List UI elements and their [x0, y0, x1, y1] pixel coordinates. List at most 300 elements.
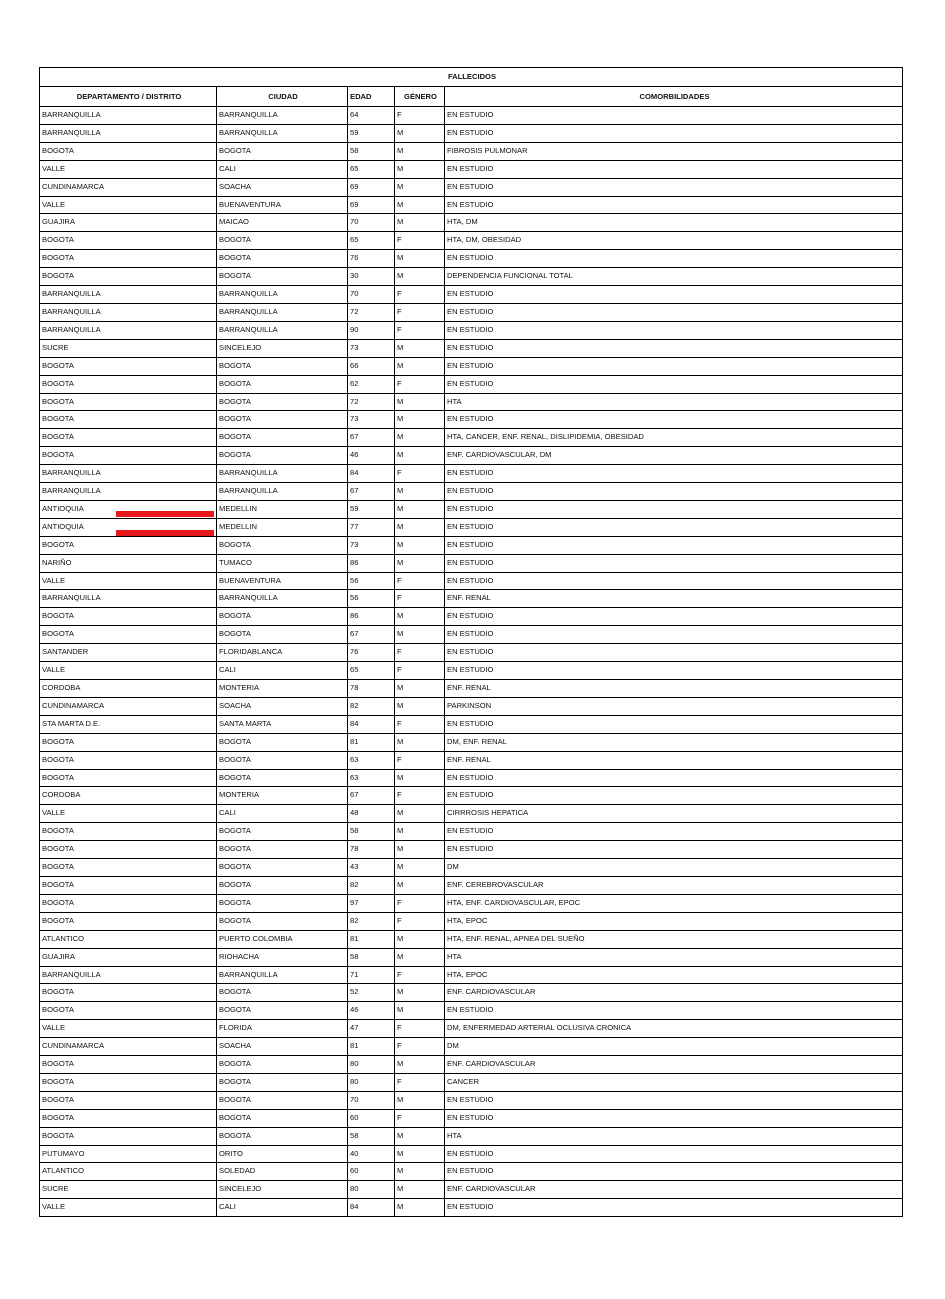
- departamento-cell: BOGOTA: [40, 876, 217, 894]
- ciudad-cell: BOGOTA: [217, 626, 348, 644]
- edad-cell: 80: [348, 1181, 395, 1199]
- comorbilidades-cell: HTA, CANCER, ENF. RENAL, DISLIPIDEMIA, OBESIDAD: [445, 429, 903, 447]
- ciudad-cell: RIOHACHA: [217, 948, 348, 966]
- departamento-cell: BOGOTA: [40, 1002, 217, 1020]
- ciudad-cell: BOGOTA: [217, 411, 348, 429]
- edad-cell: 56: [348, 590, 395, 608]
- departamento-cell: GUAJIRA: [40, 948, 217, 966]
- edad-cell: 69: [348, 196, 395, 214]
- departamento-cell: BOGOTA: [40, 984, 217, 1002]
- edad-cell: 65: [348, 160, 395, 178]
- departamento-cell: BOGOTA: [40, 751, 217, 769]
- header-ciudad: CIUDAD: [217, 87, 348, 107]
- ciudad-cell: BARRANQUILLA: [217, 966, 348, 984]
- ciudad-cell: PUERTO COLOMBIA: [217, 930, 348, 948]
- ciudad-cell: BOGOTA: [217, 447, 348, 465]
- table-row: [40, 321, 903, 339]
- comorbilidades-cell: FIBROSIS PULMONAR: [445, 142, 903, 160]
- ciudad-cell: BARRANQUILLA: [217, 465, 348, 483]
- genero-cell: M: [395, 124, 445, 142]
- comorbilidades-cell: EN ESTUDIO: [445, 715, 903, 733]
- comorbilidades-cell: ENF. RENAL: [445, 751, 903, 769]
- departamento-cell: CORDOBA: [40, 787, 217, 805]
- table-row: [40, 268, 903, 286]
- ciudad-cell: BOGOTA: [217, 393, 348, 411]
- departamento-cell: ANTIOQUIA: [40, 500, 217, 518]
- genero-cell: M: [395, 805, 445, 823]
- departamento-cell: BOGOTA: [40, 1056, 217, 1074]
- genero-cell: F: [395, 912, 445, 930]
- comorbilidades-cell: EN ESTUDIO: [445, 483, 903, 501]
- table-row: [40, 1127, 903, 1145]
- genero-cell: F: [395, 572, 445, 590]
- table-row: [40, 1073, 903, 1091]
- comorbilidades-cell: HTA, DM, OBESIDAD: [445, 232, 903, 250]
- comorbilidades-cell: CIRRROSIS HEPATICA: [445, 805, 903, 823]
- comorbilidades-cell: EN ESTUDIO: [445, 662, 903, 680]
- ciudad-cell: BOGOTA: [217, 1056, 348, 1074]
- redaction-bar: [116, 511, 214, 517]
- ciudad-cell: BOGOTA: [217, 1109, 348, 1127]
- genero-cell: M: [395, 680, 445, 698]
- table-row: [40, 1091, 903, 1109]
- genero-cell: F: [395, 375, 445, 393]
- edad-cell: 40: [348, 1145, 395, 1163]
- edad-cell: 72: [348, 393, 395, 411]
- ciudad-cell: SOACHA: [217, 178, 348, 196]
- table-row: [40, 930, 903, 948]
- ciudad-cell: SOLEDAD: [217, 1163, 348, 1181]
- genero-cell: F: [395, 1038, 445, 1056]
- edad-cell: 59: [348, 124, 395, 142]
- comorbilidades-cell: HTA, ENF. CARDIOVASCULAR, EPOC: [445, 894, 903, 912]
- genero-cell: F: [395, 894, 445, 912]
- table-body: [40, 107, 903, 1217]
- comorbilidades-cell: EN ESTUDIO: [445, 465, 903, 483]
- edad-cell: 46: [348, 1002, 395, 1020]
- edad-cell: 43: [348, 859, 395, 877]
- genero-cell: F: [395, 232, 445, 250]
- comorbilidades-cell: EN ESTUDIO: [445, 626, 903, 644]
- table-row: [40, 1056, 903, 1074]
- ciudad-cell: FLORIDA: [217, 1020, 348, 1038]
- comorbilidades-cell: EN ESTUDIO: [445, 339, 903, 357]
- edad-cell: 67: [348, 483, 395, 501]
- table-row: [40, 697, 903, 715]
- genero-cell: M: [395, 142, 445, 160]
- comorbilidades-cell: HTA, EPOC: [445, 912, 903, 930]
- ciudad-cell: MEDELLIN: [217, 500, 348, 518]
- table-row: [40, 303, 903, 321]
- genero-cell: M: [395, 250, 445, 268]
- table-row: [40, 966, 903, 984]
- comorbilidades-cell: EN ESTUDIO: [445, 375, 903, 393]
- edad-cell: 84: [348, 465, 395, 483]
- departamento-cell: NARIÑO: [40, 554, 217, 572]
- table-row: [40, 339, 903, 357]
- comorbilidades-cell: DM: [445, 1038, 903, 1056]
- table-row: [40, 232, 903, 250]
- departamento-cell: BOGOTA: [40, 232, 217, 250]
- ciudad-cell: FLORIDABLANCA: [217, 644, 348, 662]
- table-row: [40, 447, 903, 465]
- comorbilidades-cell: ENF. RENAL: [445, 590, 903, 608]
- departamento-cell: VALLE: [40, 160, 217, 178]
- ciudad-cell: BOGOTA: [217, 859, 348, 877]
- departamento-cell: ATLANTICO: [40, 930, 217, 948]
- comorbilidades-cell: EN ESTUDIO: [445, 769, 903, 787]
- genero-cell: M: [395, 483, 445, 501]
- departamento-cell: SUCRE: [40, 339, 217, 357]
- ciudad-cell: BOGOTA: [217, 841, 348, 859]
- ciudad-cell: BOGOTA: [217, 823, 348, 841]
- comorbilidades-cell: EN ESTUDIO: [445, 286, 903, 304]
- table-row: [40, 751, 903, 769]
- header-departamento: DEPARTAMENTO / DISTRITO: [40, 87, 217, 107]
- edad-cell: 72: [348, 303, 395, 321]
- departamento-cell: VALLE: [40, 572, 217, 590]
- edad-cell: 70: [348, 1091, 395, 1109]
- edad-cell: 65: [348, 662, 395, 680]
- genero-cell: M: [395, 339, 445, 357]
- comorbilidades-cell: ENF. CARDIOVASCULAR: [445, 1056, 903, 1074]
- ciudad-cell: BOGOTA: [217, 429, 348, 447]
- table-row: [40, 733, 903, 751]
- ciudad-cell: BARRANQUILLA: [217, 590, 348, 608]
- table-row: [40, 572, 903, 590]
- comorbilidades-cell: EN ESTUDIO: [445, 608, 903, 626]
- genero-cell: M: [395, 859, 445, 877]
- table-row: [40, 357, 903, 375]
- ciudad-cell: BOGOTA: [217, 357, 348, 375]
- edad-cell: 80: [348, 1056, 395, 1074]
- departamento-cell: VALLE: [40, 1199, 217, 1217]
- ciudad-cell: MEDELLIN: [217, 518, 348, 536]
- table-row: [40, 393, 903, 411]
- departamento-cell: VALLE: [40, 805, 217, 823]
- edad-cell: 58: [348, 823, 395, 841]
- comorbilidades-cell: EN ESTUDIO: [445, 1163, 903, 1181]
- departamento-cell: CUNDINAMARCA: [40, 1038, 217, 1056]
- edad-cell: 52: [348, 984, 395, 1002]
- ciudad-cell: BOGOTA: [217, 1127, 348, 1145]
- ciudad-cell: BOGOTA: [217, 733, 348, 751]
- genero-cell: M: [395, 769, 445, 787]
- table-row: [40, 1199, 903, 1217]
- ciudad-cell: MAICAO: [217, 214, 348, 232]
- ciudad-cell: BOGOTA: [217, 608, 348, 626]
- table-row: [40, 554, 903, 572]
- comorbilidades-cell: EN ESTUDIO: [445, 321, 903, 339]
- departamento-cell: BOGOTA: [40, 912, 217, 930]
- ciudad-cell: BOGOTA: [217, 751, 348, 769]
- departamento-cell: BOGOTA: [40, 393, 217, 411]
- edad-cell: 71: [348, 966, 395, 984]
- genero-cell: M: [395, 554, 445, 572]
- edad-cell: 70: [348, 214, 395, 232]
- ciudad-cell: BOGOTA: [217, 984, 348, 1002]
- ciudad-cell: BOGOTA: [217, 894, 348, 912]
- table-row: [40, 912, 903, 930]
- edad-cell: 84: [348, 1199, 395, 1217]
- table-title-row: [40, 68, 903, 87]
- table-row: [40, 590, 903, 608]
- departamento-cell: BOGOTA: [40, 769, 217, 787]
- departamento-cell: BARRANQUILLA: [40, 321, 217, 339]
- departamento-cell: GUAJIRA: [40, 214, 217, 232]
- departamento-cell: BOGOTA: [40, 536, 217, 554]
- table-row: [40, 715, 903, 733]
- ciudad-cell: SOACHA: [217, 697, 348, 715]
- table-row: [40, 1020, 903, 1038]
- genero-cell: M: [395, 1056, 445, 1074]
- table-row: [40, 769, 903, 787]
- genero-cell: M: [395, 196, 445, 214]
- ciudad-cell: BARRANQUILLA: [217, 303, 348, 321]
- genero-cell: F: [395, 751, 445, 769]
- ciudad-cell: BARRANQUILLA: [217, 483, 348, 501]
- table-row: [40, 859, 903, 877]
- comorbilidades-cell: HTA, ENF. RENAL, APNEA DEL SUEÑO: [445, 930, 903, 948]
- edad-cell: 67: [348, 787, 395, 805]
- departamento-cell: BOGOTA: [40, 411, 217, 429]
- table-row: [40, 680, 903, 698]
- comorbilidades-cell: EN ESTUDIO: [445, 572, 903, 590]
- ciudad-cell: ORITO: [217, 1145, 348, 1163]
- genero-cell: M: [395, 948, 445, 966]
- comorbilidades-cell: HTA: [445, 948, 903, 966]
- departamento-cell: BARRANQUILLA: [40, 966, 217, 984]
- genero-cell: M: [395, 697, 445, 715]
- edad-cell: 82: [348, 912, 395, 930]
- genero-cell: M: [395, 608, 445, 626]
- ciudad-cell: BOGOTA: [217, 250, 348, 268]
- table-row: [40, 250, 903, 268]
- table-row: [40, 626, 903, 644]
- table-row: [40, 644, 903, 662]
- table-row: [40, 787, 903, 805]
- genero-cell: M: [395, 447, 445, 465]
- edad-cell: 59: [348, 500, 395, 518]
- edad-cell: 73: [348, 339, 395, 357]
- edad-cell: 58: [348, 948, 395, 966]
- departamento-cell: BOGOTA: [40, 841, 217, 859]
- departamento-cell: ANTIOQUIA: [40, 518, 217, 536]
- genero-cell: M: [395, 1163, 445, 1181]
- ciudad-cell: BOGOTA: [217, 536, 348, 554]
- edad-cell: 81: [348, 930, 395, 948]
- departamento-cell: CORDOBA: [40, 680, 217, 698]
- genero-cell: F: [395, 715, 445, 733]
- comorbilidades-cell: CANCER: [445, 1073, 903, 1091]
- edad-cell: 56: [348, 572, 395, 590]
- genero-cell: F: [395, 590, 445, 608]
- comorbilidades-cell: EN ESTUDIO: [445, 303, 903, 321]
- departamento-cell: BOGOTA: [40, 357, 217, 375]
- comorbilidades-cell: EN ESTUDIO: [445, 1199, 903, 1217]
- departamento-cell: ATLANTICO: [40, 1163, 217, 1181]
- table-row: [40, 465, 903, 483]
- edad-cell: 80: [348, 1073, 395, 1091]
- comorbilidades-cell: EN ESTUDIO: [445, 160, 903, 178]
- edad-cell: 73: [348, 536, 395, 554]
- table-row: [40, 1109, 903, 1127]
- genero-cell: F: [395, 321, 445, 339]
- ciudad-cell: BOGOTA: [217, 1091, 348, 1109]
- departamento-cell: BOGOTA: [40, 1073, 217, 1091]
- comorbilidades-cell: ENF. RENAL: [445, 680, 903, 698]
- edad-cell: 76: [348, 250, 395, 268]
- genero-cell: F: [395, 662, 445, 680]
- ciudad-cell: CALI: [217, 160, 348, 178]
- genero-cell: M: [395, 823, 445, 841]
- genero-cell: M: [395, 411, 445, 429]
- table-row: [40, 286, 903, 304]
- genero-cell: M: [395, 178, 445, 196]
- departamento-cell: BARRANQUILLA: [40, 483, 217, 501]
- ciudad-cell: BOGOTA: [217, 1073, 348, 1091]
- table-row: [40, 1145, 903, 1163]
- edad-cell: 47: [348, 1020, 395, 1038]
- genero-cell: M: [395, 1091, 445, 1109]
- comorbilidades-cell: EN ESTUDIO: [445, 1002, 903, 1020]
- ciudad-cell: BOGOTA: [217, 912, 348, 930]
- edad-cell: 62: [348, 375, 395, 393]
- edad-cell: 58: [348, 142, 395, 160]
- genero-cell: M: [395, 268, 445, 286]
- genero-cell: M: [395, 876, 445, 894]
- ciudad-cell: SOACHA: [217, 1038, 348, 1056]
- comorbilidades-cell: DEPENDENCIA FUNCIONAL TOTAL: [445, 268, 903, 286]
- genero-cell: M: [395, 357, 445, 375]
- edad-cell: 63: [348, 769, 395, 787]
- comorbilidades-cell: EN ESTUDIO: [445, 536, 903, 554]
- ciudad-cell: BARRANQUILLA: [217, 107, 348, 125]
- edad-cell: 58: [348, 1127, 395, 1145]
- ciudad-cell: CALI: [217, 1199, 348, 1217]
- departamento-cell: BARRANQUILLA: [40, 286, 217, 304]
- comorbilidades-cell: PARKINSON: [445, 697, 903, 715]
- genero-cell: F: [395, 1109, 445, 1127]
- comorbilidades-cell: HTA: [445, 1127, 903, 1145]
- fallecidos-table: [39, 67, 903, 1217]
- ciudad-cell: BOGOTA: [217, 1002, 348, 1020]
- edad-cell: 69: [348, 178, 395, 196]
- table-row: [40, 894, 903, 912]
- table-row: [40, 178, 903, 196]
- departamento-cell: STA MARTA D.E.: [40, 715, 217, 733]
- departamento-cell: VALLE: [40, 196, 217, 214]
- departamento-cell: BOGOTA: [40, 626, 217, 644]
- ciudad-cell: SANTA MARTA: [217, 715, 348, 733]
- comorbilidades-cell: EN ESTUDIO: [445, 518, 903, 536]
- edad-cell: 60: [348, 1109, 395, 1127]
- departamento-cell: VALLE: [40, 1020, 217, 1038]
- comorbilidades-cell: EN ESTUDIO: [445, 644, 903, 662]
- departamento-cell: BOGOTA: [40, 1127, 217, 1145]
- comorbilidades-cell: DM, ENF. RENAL: [445, 733, 903, 751]
- table-row: [40, 160, 903, 178]
- table-header-row: [40, 87, 903, 107]
- table-row: [40, 411, 903, 429]
- table-row: [40, 948, 903, 966]
- comorbilidades-cell: ENF. CARDIOVASCULAR: [445, 1181, 903, 1199]
- departamento-cell: BOGOTA: [40, 142, 217, 160]
- genero-cell: M: [395, 841, 445, 859]
- header-edad: EDAD: [348, 87, 395, 107]
- table-row: [40, 196, 903, 214]
- departamento-cell: BOGOTA: [40, 447, 217, 465]
- genero-cell: M: [395, 984, 445, 1002]
- departamento-cell: BOGOTA: [40, 1109, 217, 1127]
- departamento-cell: PUTUMAYO: [40, 1145, 217, 1163]
- edad-cell: 86: [348, 608, 395, 626]
- comorbilidades-cell: EN ESTUDIO: [445, 250, 903, 268]
- genero-cell: M: [395, 214, 445, 232]
- table-row: [40, 429, 903, 447]
- comorbilidades-cell: HTA, EPOC: [445, 966, 903, 984]
- table-row: [40, 483, 903, 501]
- departamento-cell: BOGOTA: [40, 608, 217, 626]
- edad-cell: 78: [348, 841, 395, 859]
- comorbilidades-cell: EN ESTUDIO: [445, 787, 903, 805]
- ciudad-cell: BOGOTA: [217, 876, 348, 894]
- edad-cell: 90: [348, 321, 395, 339]
- table-row: [40, 805, 903, 823]
- edad-cell: 81: [348, 733, 395, 751]
- table-row: [40, 1038, 903, 1056]
- comorbilidades-cell: HTA: [445, 393, 903, 411]
- genero-cell: M: [395, 536, 445, 554]
- departamento-cell: BOGOTA: [40, 268, 217, 286]
- ciudad-cell: BARRANQUILLA: [217, 286, 348, 304]
- departamento-cell: BOGOTA: [40, 429, 217, 447]
- genero-cell: M: [395, 1199, 445, 1217]
- comorbilidades-cell: EN ESTUDIO: [445, 196, 903, 214]
- edad-cell: 63: [348, 751, 395, 769]
- table-row: [40, 662, 903, 680]
- departamento-cell: VALLE: [40, 662, 217, 680]
- genero-cell: M: [395, 930, 445, 948]
- comorbilidades-cell: HTA, DM: [445, 214, 903, 232]
- departamento-cell: BOGOTA: [40, 823, 217, 841]
- edad-cell: 82: [348, 876, 395, 894]
- edad-cell: 60: [348, 1163, 395, 1181]
- genero-cell: M: [395, 1181, 445, 1199]
- ciudad-cell: BOGOTA: [217, 375, 348, 393]
- ciudad-cell: SINCELEJO: [217, 339, 348, 357]
- genero-cell: F: [395, 286, 445, 304]
- comorbilidades-cell: EN ESTUDIO: [445, 500, 903, 518]
- edad-cell: 86: [348, 554, 395, 572]
- ciudad-cell: MONTERIA: [217, 680, 348, 698]
- comorbilidades-cell: EN ESTUDIO: [445, 124, 903, 142]
- table-row: [40, 823, 903, 841]
- ciudad-cell: TUMACO: [217, 554, 348, 572]
- genero-cell: F: [395, 107, 445, 125]
- departamento-cell: BOGOTA: [40, 1091, 217, 1109]
- ciudad-cell: BUENAVENTURA: [217, 572, 348, 590]
- genero-cell: F: [395, 644, 445, 662]
- table-row: [40, 536, 903, 554]
- departamento-cell: BARRANQUILLA: [40, 465, 217, 483]
- comorbilidades-cell: DM, ENFERMEDAD ARTERIAL OCLUSIVA CRONICA: [445, 1020, 903, 1038]
- document-sheet: [39, 67, 903, 1217]
- genero-cell: F: [395, 303, 445, 321]
- departamento-cell: BOGOTA: [40, 733, 217, 751]
- table-row: [40, 876, 903, 894]
- genero-cell: F: [395, 465, 445, 483]
